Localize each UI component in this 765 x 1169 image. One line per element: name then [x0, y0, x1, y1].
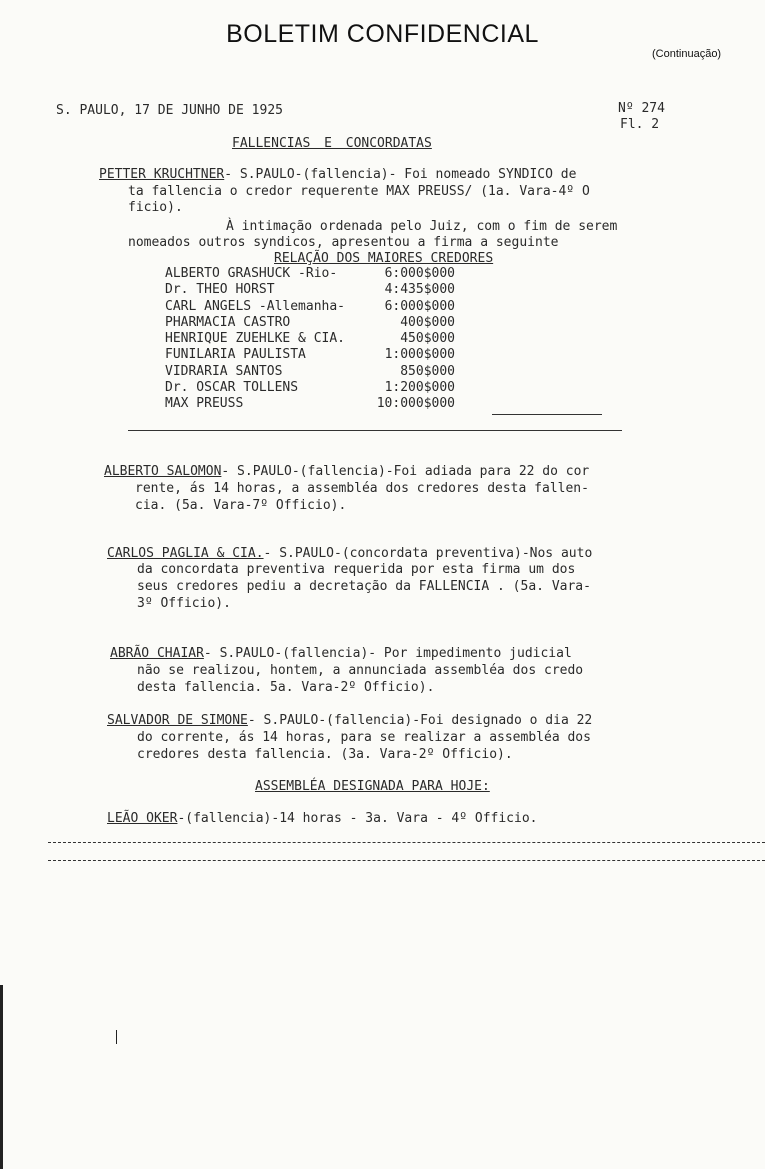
- bulletin-number: Nº 274: [618, 101, 665, 116]
- entry-first-line: [107, 713, 592, 729]
- creditor-value: 6:000$000: [384, 266, 456, 281]
- creditor-row: [165, 282, 455, 298]
- entry-line: da concordata preventiva requerida por esta firma um dos: [137, 562, 576, 577]
- creditor-value: 1:200$000: [384, 380, 456, 396]
- section-divider: [128, 430, 622, 431]
- creditor-value: 6:000$000: [384, 298, 456, 314]
- entry-line: cia. (5a. Vara-7º Officio).: [135, 498, 347, 513]
- creditor-name: Dr. THEO HORST: [165, 282, 275, 298]
- entry-line: credores desta fallencia. (3a. Vara-2º Officio).: [137, 747, 513, 762]
- creditor-row: [165, 299, 455, 315]
- assembly-text: -(fallencia)-14 horas - 3a. Vara - 4º Officio.: [177, 811, 538, 826]
- creditor-row: [165, 364, 455, 380]
- entry-name: PETTER KRUCHTNER: [99, 167, 225, 182]
- entry-line: não se realizou, hontem, a annunciada assembléa dos credo: [137, 663, 584, 678]
- scan-speck: [116, 1030, 117, 1044]
- creditor-name: CARL ANGELS -Allemanha-: [165, 298, 346, 314]
- entry-name: SALVADOR DE SIMONE: [107, 713, 248, 728]
- date-line: S. PAULO, 17 DE JUNHO DE 1925: [56, 103, 283, 118]
- entry-line: rente, ás 14 horas, a assembléa dos credores desta fallen-: [135, 481, 589, 496]
- creditor-row: [165, 331, 455, 347]
- entry-text: - S.PAULO-(fallencia)- Por impedimento judicial: [203, 646, 572, 661]
- assembly-name: LEÃO OKER: [107, 811, 178, 826]
- document-title: BOLETIM CONFIDENCIAL: [226, 20, 539, 48]
- creditor-name: Dr. OSCAR TOLLENS: [165, 380, 299, 396]
- bottom-rule: [48, 842, 765, 843]
- entry-line: 3º Officio).: [137, 596, 231, 611]
- creditors-table: [165, 266, 455, 413]
- creditor-value: 4:435$000: [384, 282, 456, 298]
- entry-text: - S.PAULO-(fallencia)- Foi nomeado SYNDICO de: [224, 167, 577, 182]
- creditors-heading: RELAÇÃO DOS MAIORES CREDORES: [274, 251, 494, 266]
- creditor-value: 850$000: [400, 363, 456, 379]
- creditor-name: PHARMACIA CASTRO: [165, 314, 291, 330]
- creditor-row: [165, 315, 455, 331]
- entry-name: CARLOS PAGLIA & CIA.: [107, 546, 264, 561]
- entry-first-line: [99, 167, 576, 183]
- entry-line: do corrente, ás 14 horas, para se realizar a assembléa dos: [137, 730, 591, 745]
- creditor-name: MAX PREUSS: [165, 396, 244, 412]
- total-rule: [492, 414, 602, 415]
- bottom-rule: [48, 860, 765, 861]
- creditor-row: [165, 347, 455, 363]
- entry-line: ficio).: [128, 200, 183, 215]
- assembly-entry: [107, 811, 537, 827]
- section-title: FALLENCIAS E CONCORDATAS: [232, 136, 432, 151]
- creditor-row: [165, 266, 455, 282]
- entry-first-line: [104, 464, 589, 480]
- creditor-value: 10:000$000: [376, 396, 456, 412]
- creditor-row: [165, 396, 455, 412]
- continuation-label: (Continuação): [652, 48, 722, 60]
- entry-line: À intimação ordenada pelo Juiz, com o fim de serem: [226, 219, 618, 234]
- creditor-value: 450$000: [400, 331, 456, 347]
- entry-line: seus credores pediu a decretação da FALLENCIA . (5a. Vara-: [137, 579, 591, 594]
- creditor-row: [165, 380, 455, 396]
- entry-text: - S.PAULO-(concordata preventiva)-Nos auto: [263, 546, 593, 561]
- entry-first-line: [110, 646, 572, 662]
- creditor-value: 1:000$000: [384, 347, 456, 363]
- creditor-name: VIDRARIA SANTOS: [165, 363, 283, 379]
- assembly-heading: ASSEMBLÉA DESIGNADA PARA HOJE:: [255, 779, 490, 794]
- creditor-name: FUNILARIA PAULISTA: [165, 347, 306, 363]
- creditor-name: HENRIQUE ZUEHLKE & CIA.: [165, 331, 346, 347]
- creditor-value: 400$000: [400, 314, 456, 330]
- entry-name: ABRÃO CHAIAR: [110, 646, 204, 661]
- entry-name: ALBERTO SALOMON: [104, 464, 222, 479]
- entry-line: nomeados outros syndicos, apresentou a firma a seguinte: [128, 235, 559, 250]
- scan-edge-mark: [0, 985, 3, 1169]
- entry-first-line: [107, 546, 592, 562]
- sheet-number: Fl. 2: [620, 117, 660, 132]
- entry-line: ta fallencia o credor requerente MAX PREUSS/ (1a. Vara-4º O: [128, 184, 590, 199]
- entry-text: - S.PAULO-(fallencia)-Foi adiada para 22 do cor: [221, 464, 590, 479]
- creditor-name: ALBERTO GRASHUCK -Rio-: [165, 266, 338, 281]
- entry-line: desta fallencia. 5a. Vara-2º Officio).: [137, 680, 435, 695]
- entry-text: - S.PAULO-(fallencia)-Foi designado o dia 22: [247, 713, 593, 728]
